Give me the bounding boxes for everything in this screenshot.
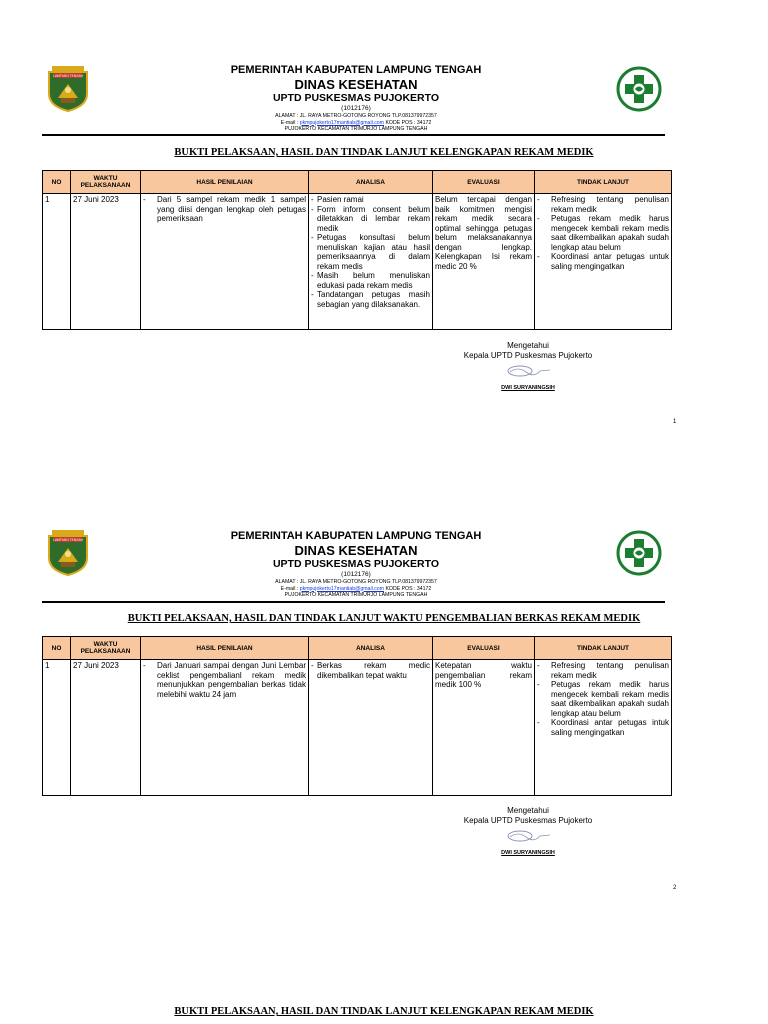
list-item: - Berkas rekam medic dikembalikan tepat waktu (311, 661, 430, 680)
cell-no: 1 (43, 194, 71, 330)
letterhead-code: (1012176) (341, 571, 371, 578)
list-item: - Petugas rekam medik harus mengecek kembali rekam medis saat dikembalikan apakah sudah lengkap atau belum (537, 214, 669, 252)
letterhead (200, 64, 512, 133)
letterhead-address: ALAMAT : JL. RAYA METRO-GOTONG ROYONG TLP.081379972357 (275, 579, 437, 585)
signature-icon (504, 828, 552, 844)
cell-waktu: 27 Juni 2023 (71, 194, 141, 330)
page-number: 2 (673, 885, 677, 891)
signature-block (440, 341, 616, 393)
puskesmas-logo-icon (616, 66, 662, 112)
emblem-banner-text: LAMPUNG TENGAH (53, 538, 83, 542)
col-header: TINDAK LANJUT (535, 637, 672, 660)
cell-evaluasi: Belum tercapai dengan baik komitmen mengisi rekam medik secara optimal sehingga petugas belum melaksanakannya dengan lengkap. Kelengkapan Isi rekam medic 20 % (433, 194, 535, 330)
cell-evaluasi: Ketepatan waktu pengembalian rekam medik 100 % (433, 660, 535, 796)
list-item: - Dari 5 sampel rekam medik 1 sampel yang diisi dengan lengkap oleh petugas pemeriksaan (143, 195, 306, 224)
cell-analisa (309, 660, 433, 796)
lampung-tengah-emblem-icon (46, 64, 90, 112)
cell-tindak-lanjut (535, 194, 672, 330)
document-title: BUKTI PELAKSAAN, HASIL DAN TINDAK LANJUT WAKTU PENGEMBALIAN BERKAS REKAM MEDIK (127, 613, 641, 624)
document-title: BUKTI PELAKSAAN, HASIL DAN TINDAK LANJUT KELENGKAPAN REKAM MEDIK (174, 147, 594, 158)
table-header-row (43, 637, 672, 660)
letterhead-address: ALAMAT : JL. RAYA METRO-GOTONG ROYONG TLP.081379972357 (275, 113, 437, 119)
letterhead-agency: DINAS KESEHATAN (294, 77, 418, 92)
letterhead-agency: DINAS KESEHATAN (294, 543, 418, 558)
table-row (43, 194, 672, 330)
letterhead-unit: UPTD PUSKESMAS PUJOKERTO (272, 92, 440, 104)
letterhead-divider (42, 134, 665, 136)
col-header: WAKTU PELAKSANAAN (71, 171, 141, 194)
col-header: NO (43, 637, 71, 660)
list-item: - Koordinasi antar petugas untuk saling mengingatkan (537, 252, 669, 271)
sign-label: Mengetahui (507, 806, 549, 815)
list-item: - Petugas rekam medik harus mengecek kembali rekam medis saat dikembalikan apakah sudah lengkap atau belum (537, 680, 669, 718)
list-item: - Refresing tentang penulisan rekam medik (537, 195, 669, 214)
page-number: 1 (673, 419, 677, 425)
col-header: HASIL PENILAIAN (141, 171, 309, 194)
signature-block (440, 806, 616, 858)
letterhead-contact: E-mail : pkmpujokerto17mantiab@gmail.com KODE POS : 34172 (280, 119, 432, 126)
letterhead-divider (42, 601, 665, 603)
puskesmas-logo-icon (616, 530, 662, 576)
lampung-tengah-emblem-icon (46, 528, 90, 576)
col-header: TINDAK LANJUT (535, 171, 672, 194)
col-header: NO (43, 171, 71, 194)
evaluation-table (42, 170, 672, 330)
sign-label: Mengetahui (507, 341, 549, 350)
letterhead (200, 530, 512, 599)
letterhead-location: PUJOKERTO KECAMATAN TRIMURJO LAMPUNG TENGAH (284, 592, 428, 598)
email-link[interactable]: pkmpujokerto17mantiab@gmail.com (299, 585, 384, 592)
col-header: HASIL PENILAIAN (141, 637, 309, 660)
col-header: ANALISA (309, 637, 433, 660)
list-item: - Pasien ramai (311, 195, 430, 205)
table-header-row (43, 171, 672, 194)
col-header: ANALISA (309, 171, 433, 194)
evaluation-table (42, 636, 672, 796)
col-header: EVALUASI (433, 171, 535, 194)
sign-position: Kepala UPTD Puskesmas Pujokerto (463, 816, 593, 825)
cell-waktu: 27 Juni 2023 (71, 660, 141, 796)
signatory-name: DWI SURYANINGSIH (501, 385, 555, 391)
sign-position: Kepala UPTD Puskesmas Pujokerto (463, 351, 593, 360)
emblem-banner-text: LAMPUNG TENGAH (53, 74, 83, 78)
list-item: - Petugas konsultasi belum menuliskan kajian atau hasil pemeriksaannya di dalam rekam medis (311, 233, 430, 271)
col-header: EVALUASI (433, 637, 535, 660)
cell-analisa (309, 194, 433, 330)
col-header: WAKTU PELAKSANAAN (71, 637, 141, 660)
list-item: - Masih belum menuliskan edukasi pada rekam medis (311, 271, 430, 290)
letterhead-code: (1012176) (341, 105, 371, 112)
letterhead-government: PEMERINTAH KABUPATEN LAMPUNG TENGAH (230, 64, 482, 76)
table-row (43, 660, 672, 796)
list-item: - Dari Januari sampai dengan Juni Lembar ceklist pengembalianl rekam medik menunjukkan pengembalian berkas tidak melebihi waktu 24 jam (143, 661, 306, 699)
list-item: - Refresing tentang penulisan rekam medik (537, 661, 669, 680)
letterhead-location: PUJOKERTO KECAMATAN TRIMURJO LAMPUNG TENGAH (284, 126, 428, 132)
list-item: - Form inform consent belum diletakkan di lembar rekam medik (311, 205, 430, 234)
cell-hasil (141, 660, 309, 796)
letterhead-unit: UPTD PUSKESMAS PUJOKERTO (272, 558, 440, 570)
cell-tindak-lanjut (535, 660, 672, 796)
list-item: - Koordinasi antar petugas intuk saling mengingatkan (537, 718, 669, 737)
signatory-name: DWI SURYANINGSIH (501, 850, 555, 856)
signature-icon (504, 363, 552, 379)
cell-no: 1 (43, 660, 71, 796)
email-link[interactable]: pkmpujokerto17mantiab@gmail.com (299, 119, 384, 126)
cell-hasil (141, 194, 309, 330)
letterhead-contact: E-mail : pkmpujokerto17mantiab@gmail.com KODE POS : 34172 (280, 585, 432, 592)
document-title: BUKTI PELAKSAAN, HASIL DAN TINDAK LANJUT KELENGKAPAN REKAM MEDIK (174, 1006, 594, 1017)
letterhead-government: PEMERINTAH KABUPATEN LAMPUNG TENGAH (230, 530, 482, 542)
list-item: - Tandatangan petugas masih sebagian yang dilaksanakan. (311, 290, 430, 309)
